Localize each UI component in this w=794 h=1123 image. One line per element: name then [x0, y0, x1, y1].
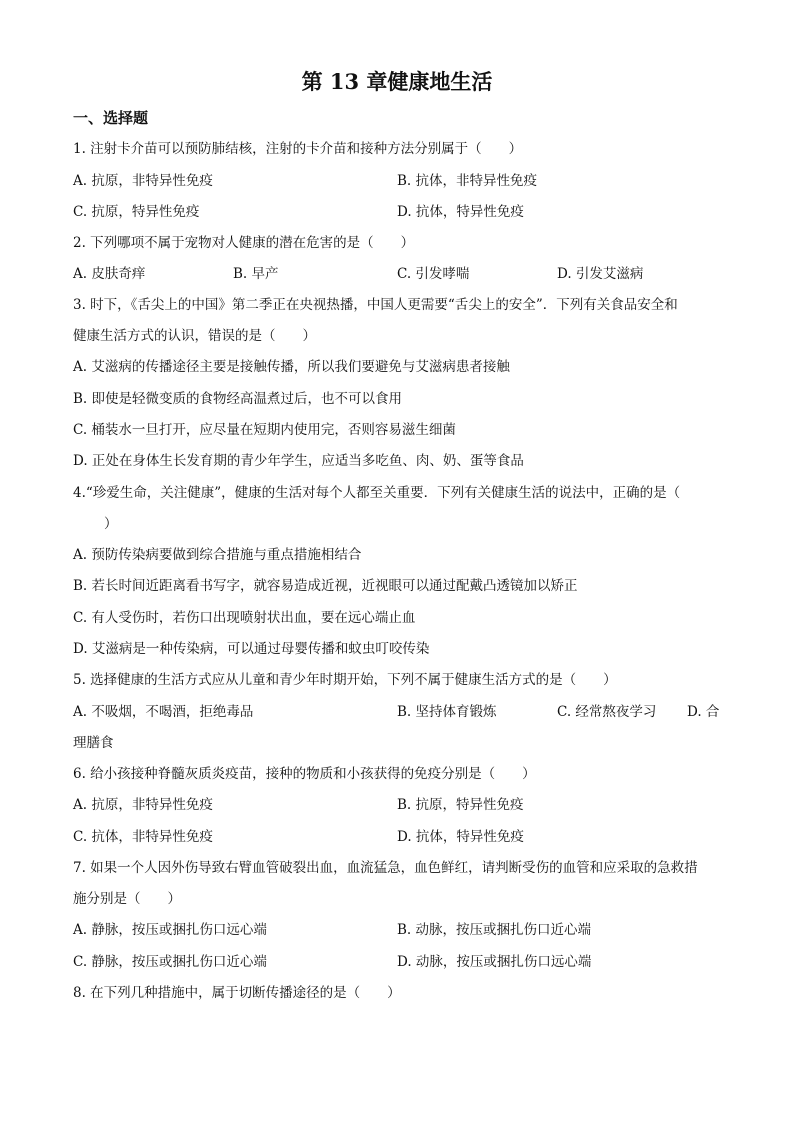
question-7-option-b: B. 动脉，按压或捆扎伤口近心端 [397, 922, 592, 938]
question-6-option-d: D. 抗体，特异性免疫 [397, 829, 524, 845]
question-5-option-b: B. 坚持体育锻炼 [397, 704, 497, 720]
question-1-option-a: A. 抗原，非特异性免疫 [73, 173, 213, 189]
section-heading: 一、选择题 [73, 109, 149, 127]
question-3-option-d: D. 正处在身体生长发育期的青少年学生，应适当多吃鱼、肉、奶、蛋等食品 [73, 453, 524, 469]
question-4-option-b: B. 若长时间近距离看书写字，就容易造成近视，近视眼可以通过配戴凸透镜加以矫正 [73, 578, 578, 594]
question-8-stem: 8. 在下列几种措施中，属于切断传播途径的是（ ） [73, 985, 401, 1001]
question-2-option-c: C. 引发哮喘 [397, 266, 470, 282]
question-3-stem-line-2: 健康生活方式的认识，错误的是（ ） [73, 328, 316, 344]
question-4-option-a: A. 预防传染病要做到综合措施与重点措施相结合 [73, 547, 362, 563]
question-7-option-d: D. 动脉，按压或捆扎伤口远心端 [397, 954, 592, 970]
question-6-option-c: C. 抗体，非特异性免疫 [73, 829, 213, 845]
question-2-stem: 2. 下列哪项不属于宠物对人健康的潜在危害的是（ ） [73, 235, 415, 251]
question-5-option-d: D. 合 [687, 704, 720, 720]
question-4-stem-line-1: 4.“珍爱生命，关注健康”，健康的生活对每个人都至关重要．下列有关健康生活的说法中，正确的是（ [73, 485, 681, 501]
question-5-option-c: C. 经常熬夜学习 [557, 704, 657, 720]
question-4-option-c: C. 有人受伤时，若伤口出现喷射状出血，要在远心端止血 [73, 610, 416, 626]
question-7-stem-line-1: 7. 如果一个人因外伤导致右臂血管破裂出血，血流猛急，血色鲜红，请判断受伤的血管和应采取的急救措 [73, 860, 698, 876]
question-1-option-d: D. 抗体，特异性免疫 [397, 204, 524, 220]
question-1-option-b: B. 抗体，非特异性免疫 [397, 173, 538, 189]
question-4-option-d: D. 艾滋病是一种传染病，可以通过母婴传播和蚊虫叮咬传染 [73, 641, 430, 657]
question-7-option-c: C. 静脉，按压或捆扎伤口近心端 [73, 954, 267, 970]
question-5-option-a: A. 不吸烟，不喝酒，拒绝毒品 [73, 704, 254, 720]
question-2-option-b: B. 早产 [233, 266, 279, 282]
question-6-option-a: A. 抗原，非特异性免疫 [73, 797, 213, 813]
question-3-option-b: B. 即使是轻微变质的食物经高温煮过后，也不可以食用 [73, 391, 403, 407]
question-1-option-c: C. 抗原，特异性免疫 [73, 204, 200, 220]
question-2-option-d: D. 引发艾滋病 [557, 266, 644, 282]
question-3-stem-line-1: 3. 时下，《舌尖上的中国》第二季正在央视热播，中国人更需要“舌尖上的安全”．下列有关食品安全和 [73, 297, 678, 313]
page-title: 第 13 章健康地生活 [301, 69, 493, 94]
question-3-option-a: A. 艾滋病的传播途径主要是接触传播，所以我们要避免与艾滋病患者接触 [73, 359, 510, 375]
question-7-option-a: A. 静脉，按压或捆扎伤口远心端 [73, 922, 267, 938]
question-6-option-b: B. 抗原，特异性免疫 [397, 797, 524, 813]
question-1-stem: 1. 注射卡介苗可以预防肺结核，注射的卡介苗和接种方法分别属于（ ） [73, 141, 523, 157]
question-5-stem: 5. 选择健康的生活方式应从儿童和青少年时期开始，下列不属于健康生活方式的是（ ） [73, 672, 617, 688]
question-6-stem: 6. 给小孩接种脊髓灰质炎疫苗，接种的物质和小孩获得的免疫分别是（ ） [73, 766, 536, 782]
question-2-option-a: A. 皮肤奇痒 [73, 266, 146, 282]
question-5-option-d-continuation: 理膳食 [73, 735, 114, 751]
question-7-stem-line-2: 施分别是（ ） [73, 891, 181, 907]
question-4-stem-line-2: ） [104, 516, 118, 532]
question-3-option-c: C. 桶装水一旦打开，应尽量在短期内使用完，否则容易滋生细菌 [73, 422, 456, 438]
